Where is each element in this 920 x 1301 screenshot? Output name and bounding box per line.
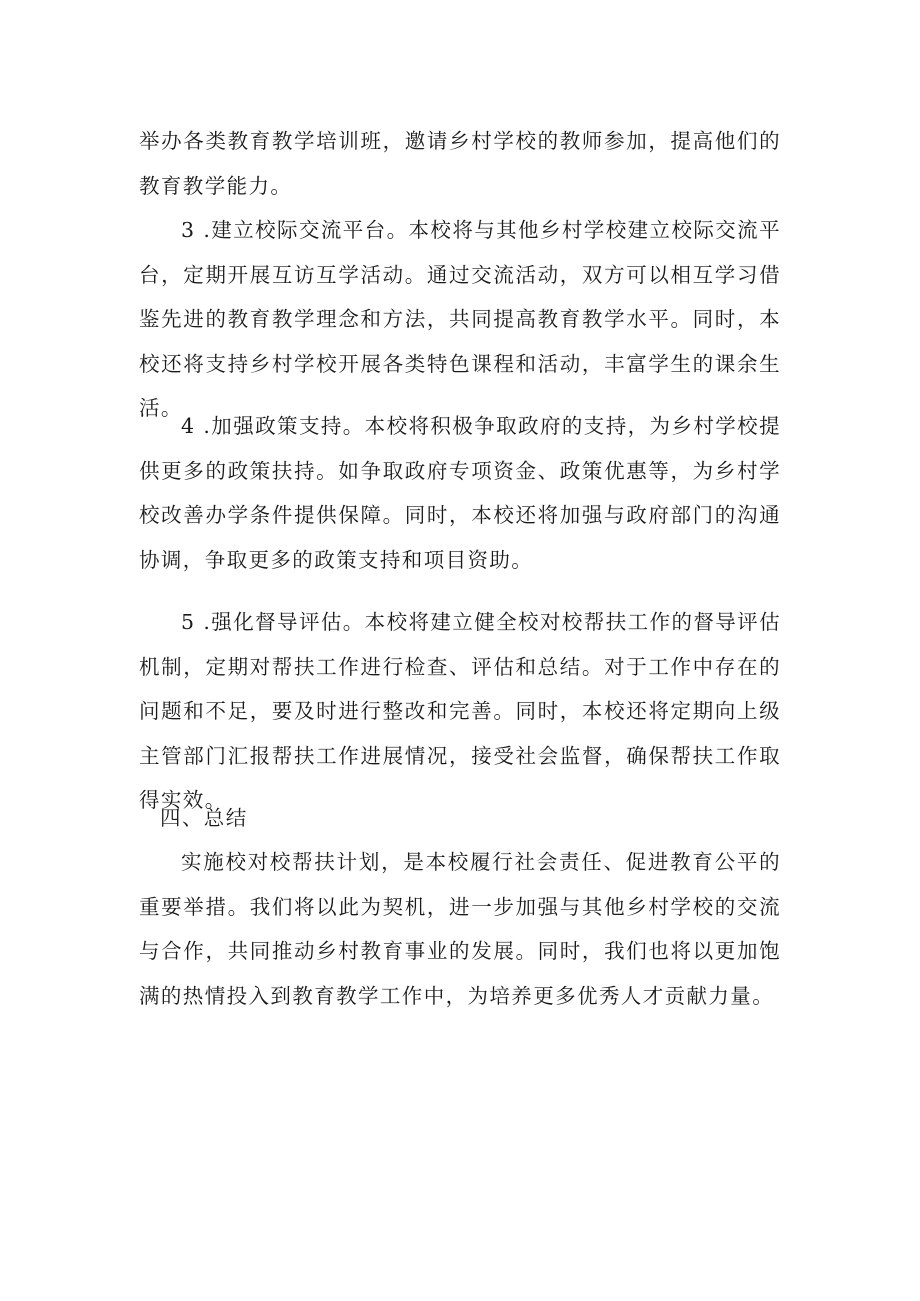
paragraph-policy-support: 4 .加强政策支持。本校将积极争取政府的支持，为乡村学校提供更多的政策扶持。如争取政府专项资金、政策优惠等，为乡村学校改善办学条件提供保障。同时，本校还将加强与政府部门的沟通协调，争取更多的政策支持和项目资助。 <box>139 414 781 572</box>
paragraph-training-continuation: 举办各类教育教学培训班，邀请乡村学校的教师参加，提高他们的教育教学能力。 <box>139 129 781 198</box>
paragraph-supervision-evaluation: 5 .强化督导评估。本校将建立健全校对校帮扶工作的督导评估机制，定期对帮扶工作进行检查、评估和总结。对于工作中存在的问题和不足，要及时进行整改和完善。同时，本校还将定期向上级主管部门汇报帮扶工作进展情况，接受社会监督，确保帮扶工作取得实效。 <box>139 610 781 812</box>
paragraph-conclusion: 实施校对校帮扶计划，是本校履行社会责任、促进教育公平的重要举措。我们将以此为契机，进一步加强与其他乡村学校的交流与合作，共同推动乡村教育事业的发展。同时，我们也将以更加饱满的热情投入到教育教学工作中，为培养更多优秀人才贡献力量。 <box>139 850 781 1008</box>
paragraph-exchange-platform: 3 .建立校际交流平台。本校将与其他乡村学校建立校际交流平台，定期开展互访互学活动。通过交流活动，双方可以相互学习借鉴先进的教育教学理念和方法，共同提高教育教学水平。同时，本校还将支持乡村学校开展各类特色课程和活动，丰富学生的课余生活。 <box>139 218 781 420</box>
section-heading-summary: 四、总结 <box>160 806 248 830</box>
